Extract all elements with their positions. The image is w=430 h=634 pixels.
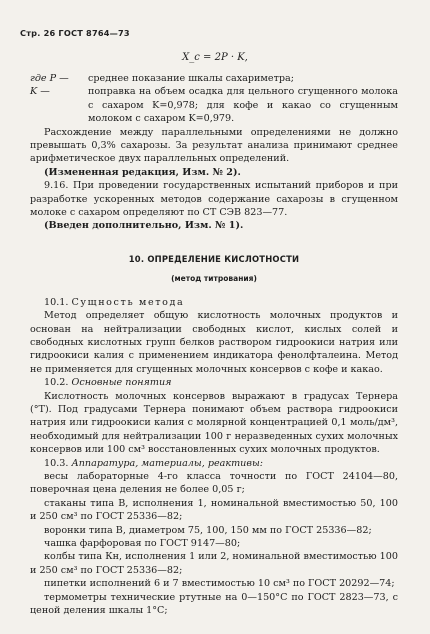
clause-10-3-heading — [30, 457, 398, 470]
paragraph-divergence: Расхождение между параллельными определениями не должно превышать 0,3% сахарозы. За результат анализа принимают среднее арифметическое двух параллельных определений. — [30, 126, 398, 165]
equipment-item: пипетки исполнений 6 и 7 вместимостью 10 см³ по ГОСТ 20292—74; — [44, 578, 395, 590]
section-title: 10. ОПРЕДЕЛЕНИЕ КИСЛОТНОСТИ — [128, 253, 300, 264]
amendment-note: (Введен дополнительно, Изм. № 1). — [44, 220, 244, 232]
clause-10-1-heading — [30, 296, 398, 309]
clause-10-2-heading — [30, 376, 398, 389]
clause-number: 10.3. — [44, 457, 69, 469]
clause-title: Основные понятия — [71, 377, 172, 389]
section-subtitle: (метод титрования) — [171, 274, 257, 284]
definition-term: где P — — [30, 73, 69, 84]
definition-text: поправка на объем осадка для цельного сгущенного молока с сахаром K=0,978; для кофе и какао со сгущенным молоком с сахаром K=0,979. — [88, 86, 398, 125]
paragraph-9-16: 9.16. При проведении государственных испытаний приборов и при разработке ускоренных методов содержание сахарозы в сгущенном молоке с сахаром определяют по СТ СЭВ 823—77. — [30, 180, 398, 219]
equipment-item: весы лабораторные 4-го класса точности по ГОСТ 24104—80, поверочная цена деления не более 0,05 г; — [30, 470, 398, 496]
equipment-item: термометры технические ртутные на 0—150°С по ГОСТ 2823—73, с ценой деления шкалы 1°С; — [30, 591, 398, 617]
definition-text: среднее показание шкалы сахариметра; — [88, 73, 294, 84]
sucrose-formula: X_c = 2P · K, — [182, 52, 248, 63]
document-body — [30, 72, 398, 617]
clause-title: Сущность метода — [71, 296, 185, 308]
equipment-item: чашка фарфоровая по ГОСТ 9147—80; — [44, 538, 241, 549]
equipment-item: колбы типа Кн, исполнения 1 или 2, номинальной вместимостью 100 и 250 см³ по ГОСТ 25336—82; — [30, 551, 398, 576]
clause-number: 10.1. — [44, 296, 69, 308]
clause-title: Аппаратура, материалы, реактивы: — [71, 457, 263, 469]
definition-k — [30, 85, 398, 125]
definition-p — [30, 72, 398, 85]
clause-10-1-text: Метод определяет общую кислотность молочных продуктов и основан на нейтрализации свободных кислот, кислых солей и свободных кислотных групп белков раствором гидроокиси натрия или гидроокиси калия с применением индикатора фенолфталеина. Метод не применяется для сгущенных молочных консервов с кофе и какао. — [30, 310, 398, 375]
page-header: Стр. 26 ГОСТ 8764—73 — [20, 28, 130, 38]
clause-number: 10.2. — [44, 377, 69, 389]
definition-term: K — — [30, 86, 50, 98]
equipment-item: воронки типа В, диаметром 75, 100, 150 мм по ГОСТ 25336—82; — [44, 524, 372, 536]
clause-10-2-text: Кислотность молочных консервов выражают в градусах Тернера (°Т). Под градусами Тернера понимают объем раствора гидроокиси натрия или гидроокиси калия с молярной концентрацией 0,1 моль/дм³, необходимый для нейтрализации 100 г неразведенных сухих молочных консервов или 100 см³ восстановленных сухих молочных продуктов. — [30, 390, 398, 456]
equipment-item: стаканы типа В, исполнения 1, номинальной вместимостью 50, 100 и 250 см³ по ГОСТ 25336—82; — [30, 497, 398, 523]
amendment-note: (Измененная редакция, Изм. № 2). — [44, 166, 241, 178]
